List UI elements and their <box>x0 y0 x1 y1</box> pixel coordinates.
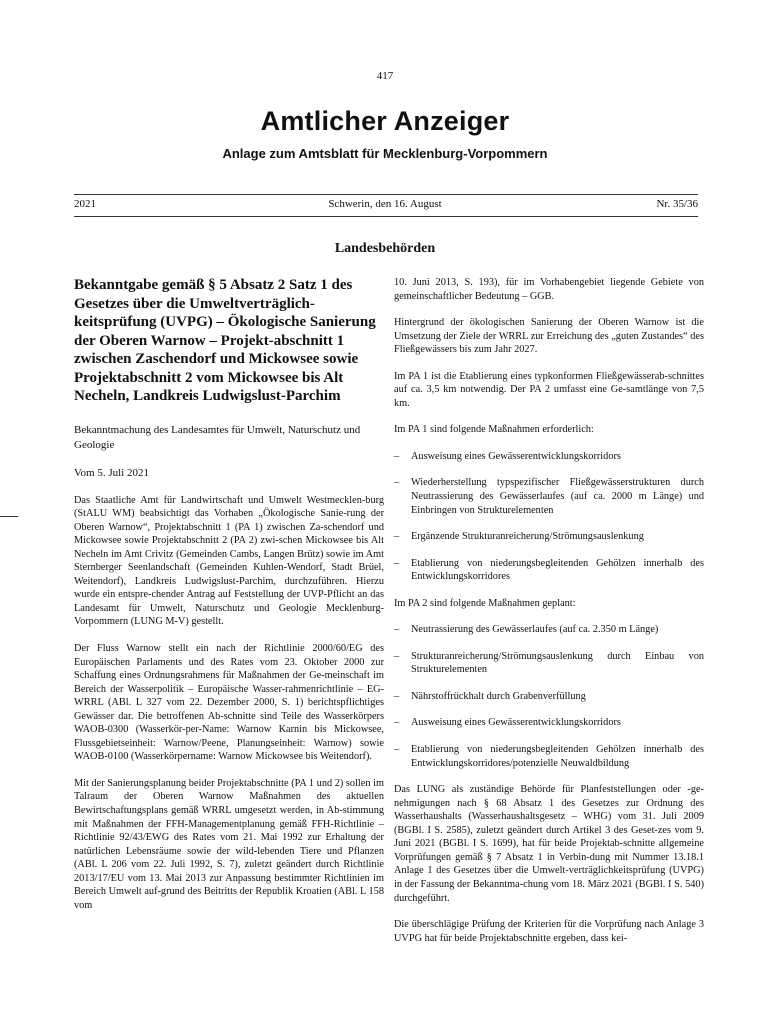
list-item: – Ergänzende Strukturanreicherung/Strömungsauslenkung <box>394 531 644 543</box>
paragraph: Im PA 1 ist die Etablierung eines typkonformen Fließgewässerab-schnittes auf ca. 3,5 km notwendig. Der PA 2 umfasst eine Ge-samtlänge von 7,5 km. <box>394 370 704 409</box>
list-item: – Etablierung von niederungsbegleitenden Gehölzen innerhalb des Entwicklungskorridores/potenzielle Neuwaldbildung <box>394 744 704 769</box>
list-item: – Neutrassierung des Gewässerlaufes (auf ca. 2.350 m Länge) <box>394 624 659 636</box>
paragraph: 10. Juni 2013, S. 193), für im Vorhabengebiet liegende Gebiete von gemeinschaftlicher Bedeutung – GGB. <box>394 277 704 302</box>
dash-bullet: – <box>394 690 400 702</box>
article-title: Bekanntgabe gemäß § 5 Absatz 2 Satz 1 des Gesetzes über die Umweltverträglich-keitsprüfung (UVPG) – Ökologische Sanierung der Oberen Warnow – Projekt-abschnitt 1 zwischen Zaschendorf und Mickowsee sowie Projektabschnitt 2 vom Mickowsee bis Alt Necheln, Landkreis Ludwigslust-Parchim <box>74 277 376 404</box>
paragraph: Das Staatliche Amt für Landwirtschaft und Umwelt Westmecklen-burg (StALU WM) beabsichtigt das Vorhaben „Ökologische Sanie-rung der Oberen Warnow“, Projektabschnitt 1 (PA 1) zwischen Za-schendorf und Mickowsee sowie Projektabschnitt 2 (PA 2) zwi-schen Mickowsee bis Alt Necheln im Amt Crivitz (Gemeinden Cambs, Langen Brütz) sowie im Amt Sternberger Seenlandschaft (Gemeinden Kuhlen-Wendorf, Stadt Brüel, Weitendorf), Landkreis Ludwigslust-Parchim, durchzuführen. Hierzu wurde ein entspre-chender Antrag auf Feststellung der UVP-Pflicht an das Landesamt für Umwelt, Naturschutz und Geologie Mecklenburg-Vorpommern (LUNG M-V) gestellt. <box>74 494 384 628</box>
page-title: Amtlicher Anzeiger <box>260 106 510 136</box>
dash-bullet: – <box>394 477 400 489</box>
margin-mark <box>0 516 18 517</box>
page-number: 417 <box>376 70 394 82</box>
issue-year: 2021 <box>74 198 96 210</box>
article-date: Vom 5. Juli 2021 <box>74 466 149 479</box>
list-item: – Ausweisung eines Gewässerentwicklungskorridors <box>394 717 621 729</box>
paragraph: Das LUNG als zuständige Behörde für Planfeststellungen oder -ge-nehmigungen nach § 68 Absatz 1 des Gesetzes zur Ordnung des Wasserhaushalts (Wasserhaushaltsgesetz – WHG) vom 31. Juli 2009 (BGBl. I S. 2585), zuletzt geändert durch Artikel 3 des Geset-zes vom 9. Juni 2021 (BGBl. I S. 1699), hat für beide Projektab-schnitte allgemeine Vorprüfungen gemäß § 7 Absatz 1 in Verbin-dung mit Nummer 13.18.1 Anlage 1 des Gesetzes über die Umwelt-verträglichkeitsprüfung (UVPG) in der Fassung der Bekanntma-chung vom 18. März 2021 (BGBl. I S. 540) durchgeführt. <box>394 784 704 904</box>
right-column <box>394 276 704 958</box>
header-rule-bottom <box>74 216 698 217</box>
list-item: – Strukturanreicherung/Strömungsauslenkung durch Einbau von Strukturelementen <box>394 650 704 676</box>
header-rule-top <box>74 194 698 195</box>
section-heading: Landesbehörden <box>334 241 436 256</box>
dash-bullet: – <box>394 744 400 756</box>
dash-bullet: – <box>394 717 400 729</box>
list-item: – Etablierung von niederungsbegleitenden Gehölzen innerhalb des Entwicklungskorridores <box>394 557 704 583</box>
dash-bullet: – <box>394 531 400 543</box>
paragraph: Mit der Sanierungsplanung beider Projektabschnitte (PA 1 und 2) sollen im Talraum der Oberen Warnow Maßnahmen des aktuellen Bewirtschaftungsplans gemäß WRRL umgesetzt werden, in Ab-stimmung mit Maßnahmen der FFH-Managementplanung gemäß FFH-Richtlinie – Richtlinie 92/43/EWG des Rates vom 21. Mai 1992 zur Erhaltung der natürlichen Lebensräume sowie der wild-lebenden Tiere und Pflanzen (ABl. L 206 vom 22. Juli 1992, S. 7), zuletzt geändert durch Richtlinie 2013/17/EU vom 13. Mai 2013 zur Anpassung bestimmter Richtlinien im Bereich Umwelt auf-grund des Beitritts der Republik Kroatien (ABl. L 158 vom <box>74 777 384 911</box>
left-column <box>74 276 384 925</box>
list-item: – Nährstoffrückhalt durch Grabenverfüllung <box>394 690 586 702</box>
page-subtitle: Anlage zum Amtsblatt für Mecklenburg-Vorpommern <box>222 146 548 161</box>
dash-bullet: – <box>394 624 400 636</box>
paragraph: Der Fluss Warnow stellt ein nach der Richtlinie 2000/60/EG des Europäischen Parlaments und des Rates vom 23. Oktober 2000 zur Schaffung eines Ordnungsrahmens für Maßnahmen der Ge-meinschaft im Bereich der Wasserpolitik – Europäische Wasser-rahmenrichtlinie – EG-WRRL (ABl. L 327 vom 22. Dezember 2000, S. 1) berichtspflichtiges Gewässer dar. Die betroffenen Ab-schnitte sind Teile des Wasserkörpers WAOB-0300 (Wasserkör-per-Name: Warnow Karnin bis Mickowsee, Flussgebietseinheit: Warnow/Peene, Planungseinheit: Warnow) sowie WAOB-0100 (Wasserkörpername: Warnow Mickowsee bis Weitendorf). <box>74 642 384 763</box>
dash-bullet: – <box>394 557 400 569</box>
issue-number: Nr. 35/36 <box>656 198 698 210</box>
dash-bullet: – <box>394 650 400 662</box>
list-item: – Wiederherstellung typspezifischer Fließgewässerstrukturen durch Neutrassierung des Gewässerlaufes (auf ca. 2000 m Länge) und Einbringen von Strukturelementen <box>394 477 704 516</box>
list-lead: Im PA 2 sind folgende Maßnahmen geplant: <box>394 597 576 609</box>
list-item: – Ausweisung eines Gewässerentwicklungskorridors <box>394 450 621 462</box>
article-issuer: Bekanntmachung des Landesamtes für Umwelt, Naturschutz und Geologie <box>74 423 361 451</box>
list-lead: Im PA 1 sind folgende Maßnahmen erforderlich: <box>394 424 594 436</box>
paragraph: Die überschlägige Prüfung der Kriterien für die Vorprüfung nach Anlage 3 UVPG hat für beide Projektabschnitte ergeben, dass kei- <box>394 919 704 944</box>
dash-bullet: – <box>394 450 400 462</box>
paragraph: Hintergrund der ökologischen Sanierung der Oberen Warnow ist die Umsetzung der Ziele der WRRL zur Erreichung des „guten Zustandes“ des Fließgewässers bis zum Jahr 2027. <box>394 317 704 356</box>
issue-place-date: Schwerin, den 16. August <box>328 198 442 210</box>
